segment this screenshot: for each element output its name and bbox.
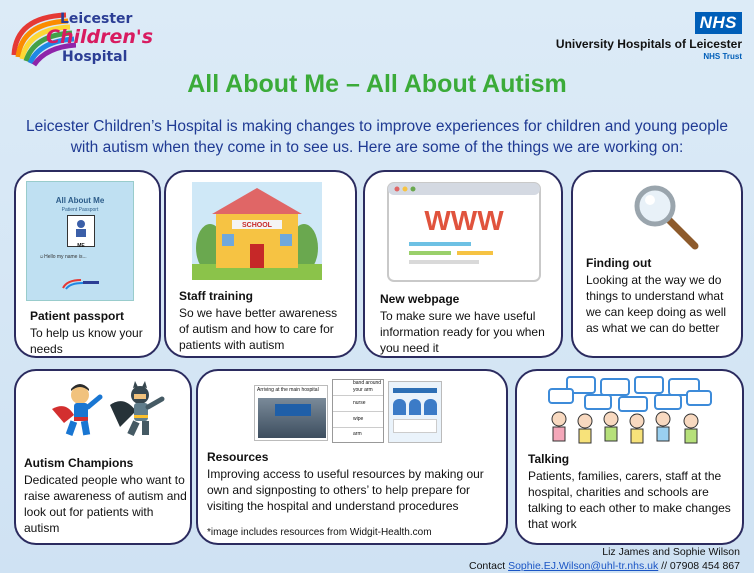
passport-booklet-image	[26, 181, 134, 301]
card-heading: Resources	[207, 450, 269, 464]
intro-text: Leicester Children’s Hospital is making changes to improve experiences for children and young people with autism when they come in to see us. Here are some of the things we are working on:	[26, 118, 728, 156]
card-body: Patients, families, carers, staff at the hospital, charities and schools are talking to each other to make changes that work	[528, 469, 731, 531]
resource-photo	[254, 385, 328, 441]
table-row: band around your arm	[333, 380, 383, 396]
school-sign: SCHOOL	[242, 222, 272, 229]
booklet-hello-line: ☺Hello my name is...	[39, 254, 87, 260]
card-finding-out	[571, 170, 743, 358]
author-names: Liz James and Sophie Wilson	[602, 546, 740, 558]
card-autism-champions	[14, 369, 192, 545]
card-talking	[515, 369, 744, 545]
superman-figure	[52, 384, 100, 436]
card-heading: New webpage	[380, 292, 460, 306]
contact-line	[469, 560, 740, 572]
www-label: WWW	[424, 205, 504, 236]
trust-label: NHS Trust	[703, 52, 742, 61]
card-heading: Talking	[528, 452, 570, 466]
batman-figure	[110, 381, 162, 436]
card-resources	[196, 369, 508, 545]
card-body: Improving access to useful resources by making our own and signposting to others’ to help prepare for visiting the hospital and understand procedures	[207, 467, 484, 513]
resources-collage-image	[254, 379, 444, 445]
card-heading: Finding out	[586, 256, 652, 270]
table-row: nurse	[333, 396, 383, 412]
card-body: To make sure we have useful information ready for you when you need it	[380, 309, 545, 355]
trust-name: University Hospitals of Leicester	[555, 37, 742, 51]
resource-symbol-table	[332, 379, 384, 443]
people-talking-icon	[545, 375, 715, 453]
magnifying-glass-icon	[631, 182, 701, 252]
booklet-title: All About Me	[55, 196, 105, 205]
booklet-me-label: ME	[77, 243, 85, 249]
school-icon	[192, 182, 322, 280]
booklet-subtitle: Patient Passport	[61, 207, 99, 213]
nhs-badge: NHS	[695, 12, 742, 34]
mini-logo-icon	[61, 278, 101, 290]
card-new-webpage	[363, 170, 563, 358]
card-body: Dedicated people who want to raise awareness of autism and look out for patients with autism	[24, 473, 187, 535]
superheroes-icon	[46, 379, 176, 441]
page-title: All About Me – All About Autism	[187, 70, 567, 98]
email-link[interactable]: Sophie.EJ.Wilson@uhl-tr.nhs.uk	[508, 560, 659, 572]
card-body: So we have better awareness of autism and how to care for patients with autism	[179, 306, 338, 352]
table-row: wipe	[333, 412, 383, 428]
card-heading: Staff training	[179, 289, 253, 303]
contact-phone: // 07908 454 867	[658, 560, 740, 572]
card-body: To help us know your needs	[30, 326, 143, 356]
logo-line-3: Hospital	[62, 49, 128, 65]
browser-window-icon	[387, 182, 541, 282]
table-row: arm	[353, 431, 362, 437]
card-patient-passport	[14, 170, 161, 358]
card-heading: Autism Champions	[24, 456, 134, 470]
photo-caption: Arriving at the main hospital	[257, 387, 319, 393]
card-body: Looking at the way we do things to understand what we can keep doing as well as what we can do better	[586, 273, 727, 335]
contact-prefix: Contact	[468, 560, 509, 572]
childrens-hospital-logo	[6, 5, 154, 67]
booklet-me-box	[67, 215, 95, 247]
card-heading: Patient passport	[30, 309, 125, 323]
resources-footnote: *image includes resources from Widgit-Health.com	[207, 527, 432, 538]
logo-line-1: Leicester	[60, 11, 133, 27]
nhs-trust-logo	[556, 12, 742, 61]
card-staff-training	[164, 170, 357, 358]
logo-line-2: Children's	[46, 26, 154, 48]
resource-poster	[388, 381, 442, 443]
person-icon	[71, 218, 91, 238]
